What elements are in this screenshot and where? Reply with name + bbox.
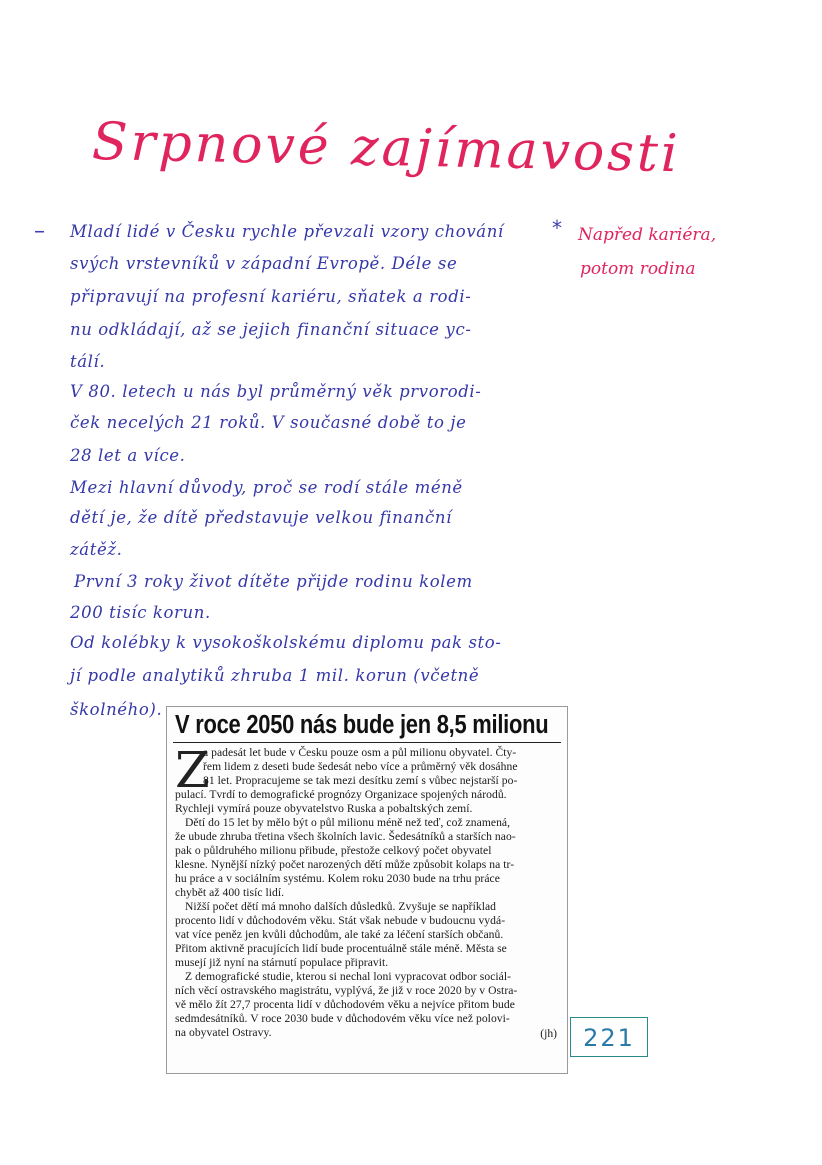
note-line: tálí. — [70, 352, 106, 371]
newspaper-clipping — [166, 706, 568, 1074]
clipping-line: hu práce a v sociálním systému. Kolem roku 2030 bude na trhu práce — [175, 872, 500, 885]
note-line: dětí je, že dítě představuje velkou finanční — [70, 508, 453, 527]
clipping-line: Z demografické studie, kterou si nechal loni vypracovat odbor sociál- — [185, 970, 512, 983]
note-line: školného). — [70, 700, 163, 719]
side-note-line: potom rodina — [580, 259, 696, 279]
note-line: Od kolébky k vysokoškolskému diplomu pak sto- — [70, 633, 502, 652]
clipping-line: Dětí do 15 let by mělo být o půl milionu méně než teď, což znamená, — [185, 816, 511, 829]
clipping-line: že ubude zhruba třetina všech školních lavic. Šedesátníků a starších nao- — [175, 830, 516, 843]
clipping-line: 81 let. Propracujeme se tak mezi desítku zemí s vůbec nejstarší po- — [203, 774, 518, 787]
page-title: Srpnové zajímavosti — [91, 112, 682, 185]
clipping-line: vat více peněz jen kvůli důchodům, ale také za léčení starších občanů. — [175, 928, 504, 941]
note-line: První 3 roky život dítěte přijde rodinu kolem — [74, 572, 473, 591]
clipping-line: a padesát let bude v Česku pouze osm a půl milionu obyvatel. Čty- — [203, 746, 517, 759]
clipping-line: Nižší počet dětí má mnoho dalších důsledků. Zvyšuje se například — [185, 900, 497, 913]
clipping-line: chybět až 400 tisíc lidí. — [175, 886, 285, 899]
note-line: jí podle analytiků zhruba 1 mil. korun (včetně — [70, 666, 480, 685]
drop-cap: Z — [175, 741, 210, 799]
dash-marker: – — [34, 219, 45, 244]
clipping-line: Přitom aktivně pracujících lidí bude procentuálně stále méně. Města se — [175, 942, 507, 955]
page-number: 221 — [570, 1017, 648, 1057]
clipping-line: ních věcí ostravského magistrátu, vyplývá, že již v roce 2020 by v Ostra- — [175, 984, 518, 997]
clipping-line: pulací. Tvrdí to demografické prognózy Organizace spojených národů. — [175, 788, 507, 801]
clipping-line: sedmdesátníků. V roce 2030 bude v důchodovém věku více než polovi- — [175, 1012, 510, 1025]
note-line: ček necelých 21 roků. V současné době to je — [70, 413, 467, 432]
clipping-signature: (jh) — [540, 1027, 557, 1040]
note-line: připravují na profesní kariéru, sňatek a rodi- — [70, 287, 472, 306]
note-line: svých vrstevníků v západní Evropě. Déle se — [70, 254, 458, 273]
clipping-line: klesne. Nynější nízký počet narozených dětí může způsobit kolaps na tr- — [175, 858, 515, 871]
note-line: nu odkládají, až se jejich finanční situace ус- — [70, 320, 472, 339]
clipping-line: musejí již nyní na stárnutí populace připravit. — [175, 956, 389, 969]
note-line: 28 let a více. — [70, 446, 186, 465]
clipping-headline: V roce 2050 nás bude jen 8,5 milionu — [175, 711, 549, 739]
note-line: 200 tisíc korun. — [70, 603, 211, 622]
clipping-line: pak o půldruhého milionu přibude, přestože celkový počet obyvatel — [175, 844, 492, 857]
clipping-line: řem lidem z deseti bude šedesát nebo více a průměrný věk dosáhne — [203, 760, 518, 773]
note-line: Mladí lidé v Česku rychle převzali vzory chování — [70, 222, 504, 241]
clipping-line: Rychleji vymírá pouze obyvatelstvo Ruska a pobaltských zemí. — [175, 802, 473, 815]
note-line: Mezi hlavní důvody, proč se rodí stále méně — [70, 478, 463, 497]
clipping-line: vě mělo žít 27,7 procenta lidí v důchodovém věku a nejvíce přitom bude — [175, 998, 515, 1011]
clipping-line: procento lidí v důchodovém věku. Stát však nebude v budoucnu vydá- — [175, 914, 506, 927]
note-line: zátěž. — [70, 540, 123, 559]
headline-divider — [173, 742, 561, 743]
note-line: V 80. letech u nás byl průměrný věk prvorodi- — [70, 382, 482, 401]
asterisk-marker: * — [552, 216, 562, 240]
side-note-line: Napřed kariéra, — [578, 225, 717, 245]
clipping-line: na obyvatel Ostravy. — [175, 1026, 272, 1039]
